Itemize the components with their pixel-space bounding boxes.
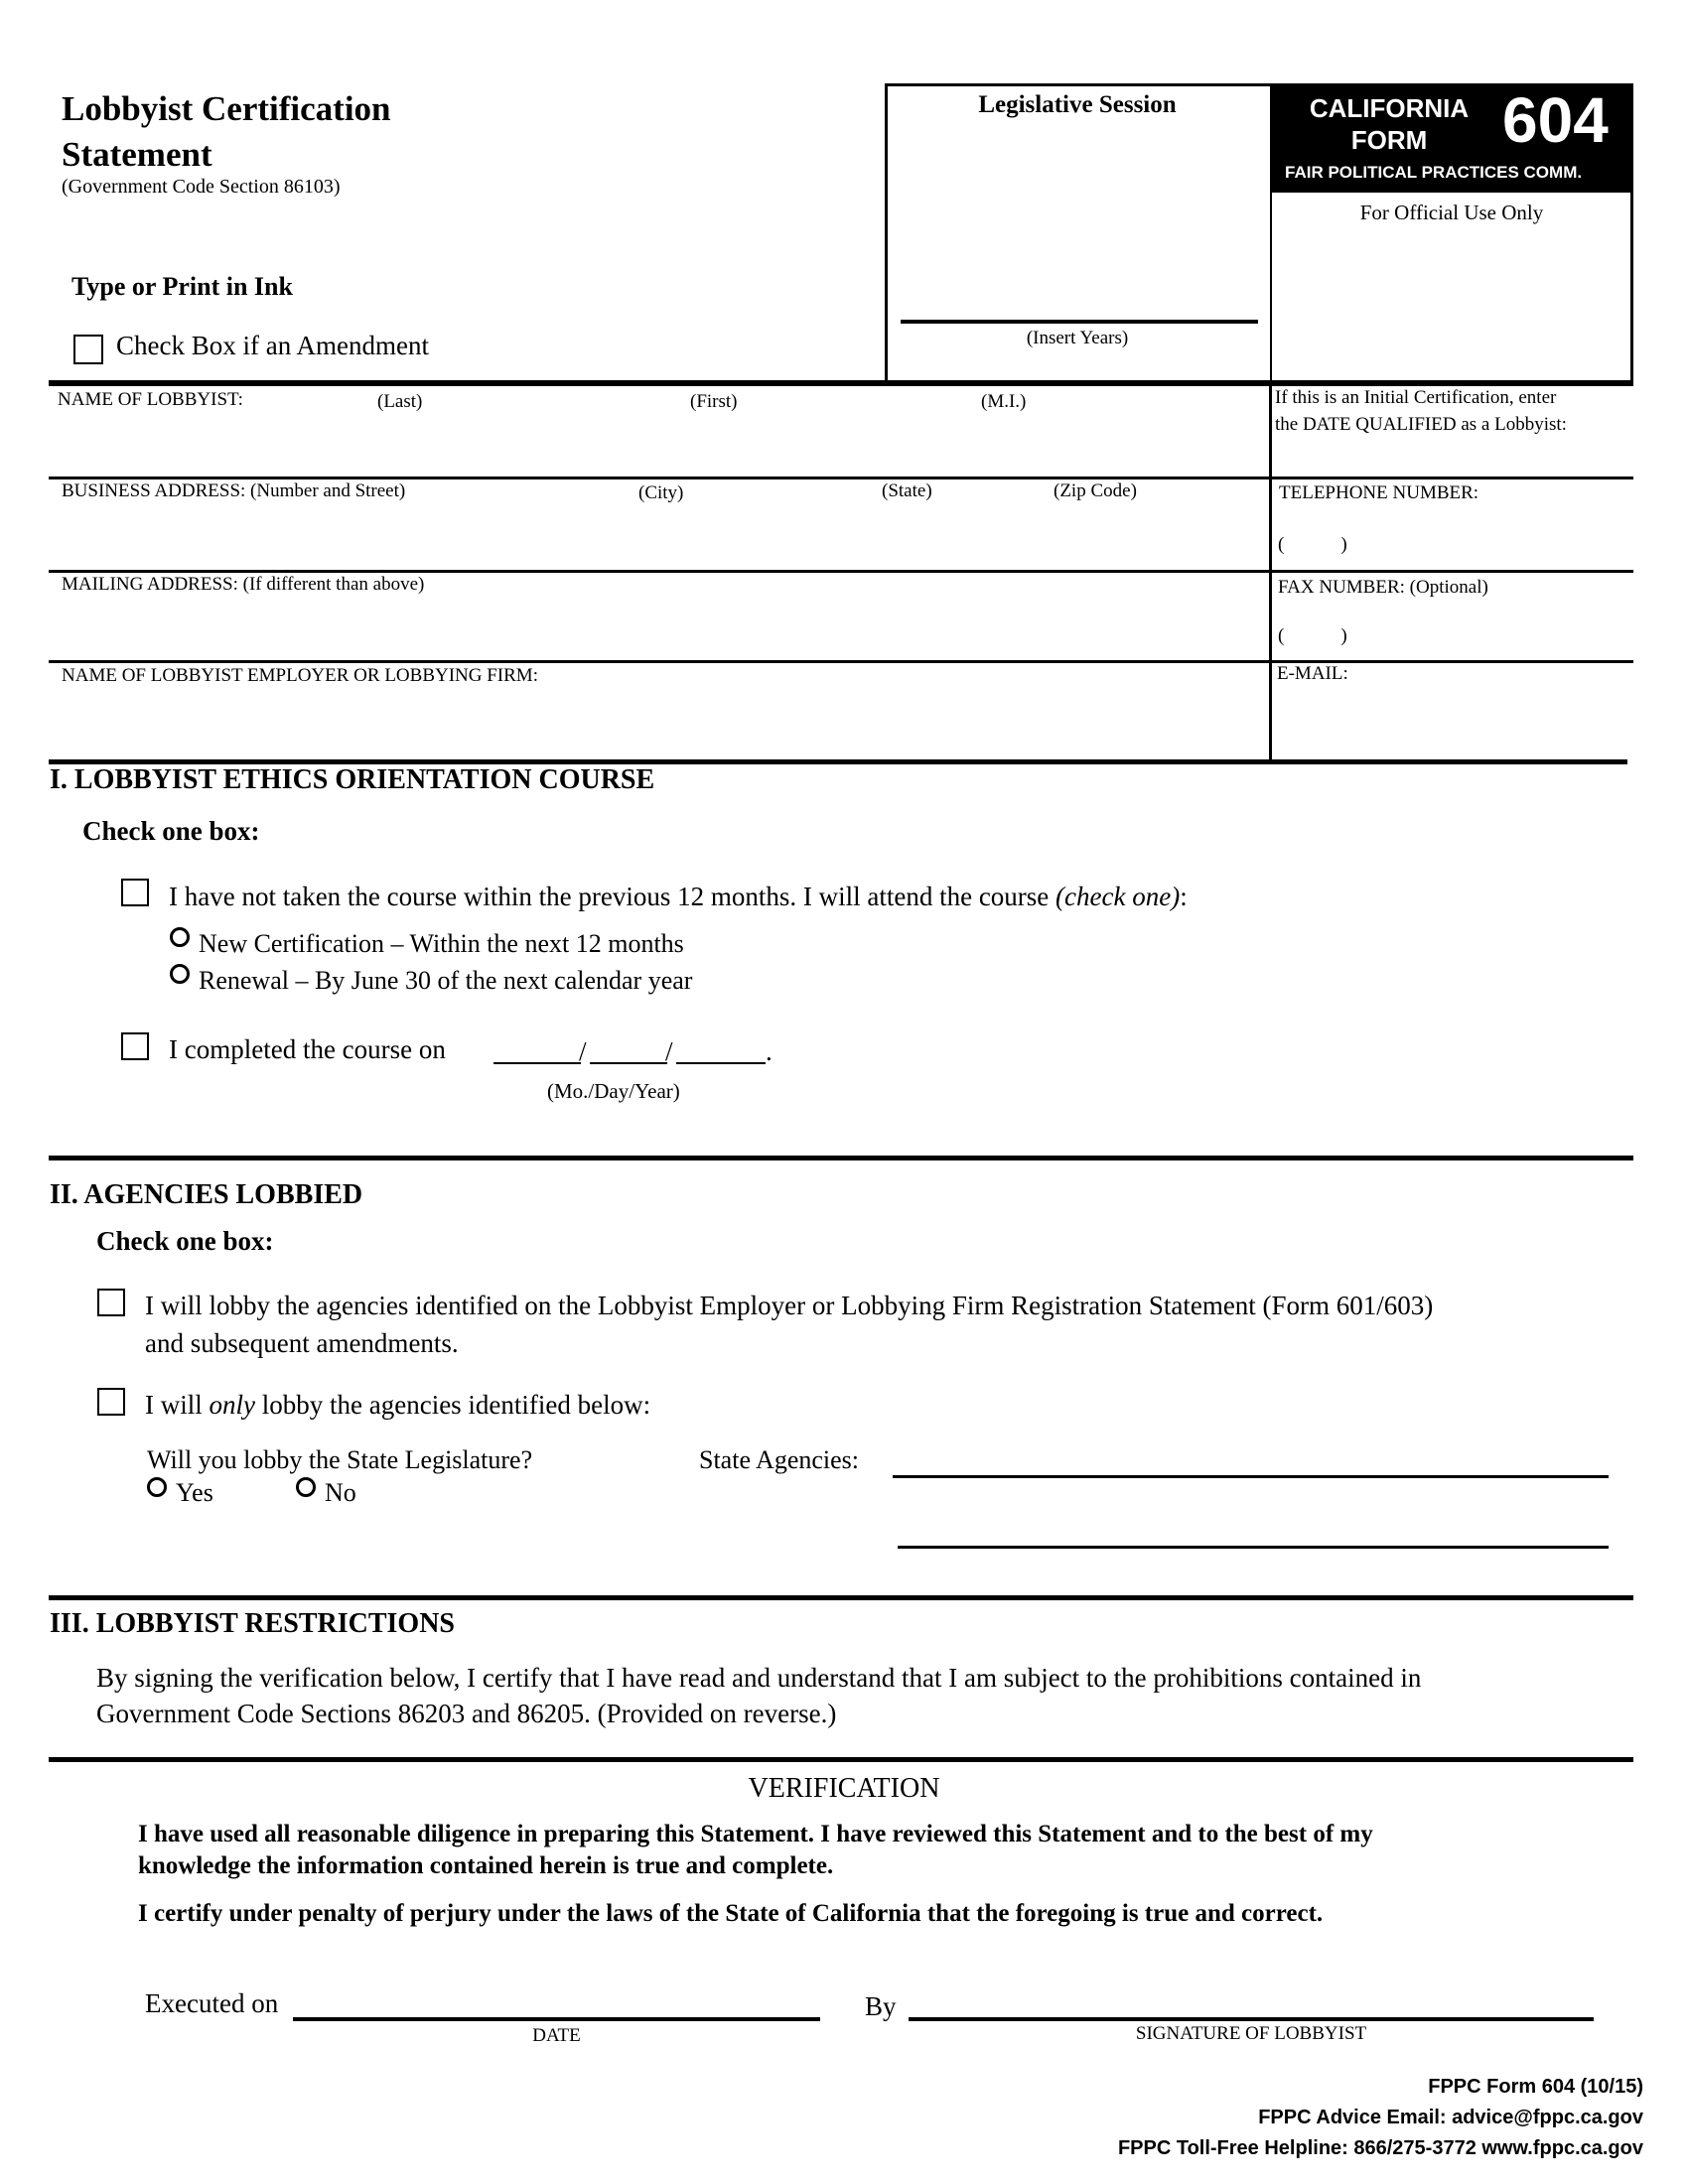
lobby-registered-agencies-label-2: and subsequent amendments. — [145, 1328, 459, 1358]
check-one-hint: (check one) — [1055, 882, 1181, 911]
badge-form: FORM — [1350, 125, 1428, 155]
section-2-heading: II. AGENCIES LOBBIED — [50, 1179, 363, 1210]
not-taken-checkbox[interactable] — [121, 879, 149, 906]
verification-para-1b: knowledge the information contained herein is true and complete. — [138, 1852, 834, 1879]
form-page: Lobbyist Certification Statement (Government Code Section 86103) Type or Print in Ink Check Box if an Amendment Legislative Session (Insert Years) CALIFORNIA FORM 604 FAIR POLITICAL PRACTICES COMM. For Official Use Only NAME OF LOBBYIST: (Last) (First) (M.I.) If this is an Initial Certification, enter the DATE QUALIFIED as a Lobbyist: BUSINESS ADDRESS: (Number and Street) (City) (State) (Zip Code) TELEPHONE NUMBER: ( ) MAILING ADDRESS: (If different than above) FAX NUMBER: (Optional) ( ) NAME OF LOBBYIST EMPLOYER OR LOBBYING FIRM: E-MAIL: I. LOBBYIST ETHICS ORIENTATION COURSE Check one box: I have not taken the course within the previous 12 months. I will attend the course (check one): New Certification – Within the next 12 months Renewal – By June 30 of the next calendar year I completed the course on / / . (Mo./Day/Year) II. AGENCIES LOBBIED Check one box: I will lobby the agencies identified on the Lobbyist Employer or Lobbying Firm Registration Statement (Form 601/603) and subsequent amendments. I will only lobby the agencies identified below: Will you lobby the State Legislature? Yes No State Agencies: III. LOBBYIST RESTRICTIONS By signing the verification below, I certify that I have read and understand that I am subject to the prohibitions contained in Government Code Sections 86203 and 86205. (Provided on reverse.) VERIFICATION I have used all reasonable diligence in preparing this Statement. I have reviewed this Statement and to the best of my knowledge the information contained herein is true and complete. I certify under penalty of perjury under the laws of the State of California that the foregoing is true and correct. Executed on DATE By SIGNATURE OF LOBBYIST FPPC Form 604 (10/15) FPPC Advice Email: advice@fppc.ca.gov FPPC Toll-Free Helpline: 866/275-3772 www.fppc.ca.gov — [0, 0, 1688, 2184]
email-input[interactable] — [1275, 690, 1628, 757]
email-label: E-MAIL: — [1277, 663, 1348, 684]
business-address-input[interactable] — [50, 506, 1266, 568]
only-italic: only — [209, 1390, 255, 1420]
form-title: Lobbyist Certification — [62, 89, 391, 128]
form-version: FPPC Form 604 (10/15) — [1428, 2076, 1643, 2098]
only-post: lobby the agencies identified below: — [261, 1390, 651, 1420]
business-address-label: BUSINESS ADDRESS: (Number and Street) — [62, 480, 406, 501]
execution-date-input[interactable] — [293, 2017, 820, 2021]
executed-on-label: Executed on — [145, 1988, 279, 2018]
helpline[interactable]: FPPC Toll-Free Helpline: 866/275-3772 www.fppc.ca.gov — [1117, 2137, 1643, 2159]
legislature-no-radio[interactable] — [296, 1477, 316, 1497]
restrictions-text-1: By signing the verification below, I certify that I have read and understand that I am subject to the prohibitions contained in — [96, 1663, 1422, 1693]
date-label: DATE — [532, 2025, 581, 2046]
renewal-radio[interactable] — [170, 964, 190, 984]
renewal-label: Renewal – By June 30 of the next calendar year — [199, 966, 693, 995]
mailing-address-input[interactable] — [50, 601, 1266, 658]
date-qualified-input[interactable] — [1275, 439, 1628, 475]
lobby-registered-agencies-label: I will lobby the agencies identified on the Lobbyist Employer or Lobbying Firm Registration Statement (Form 601/603) — [145, 1291, 1434, 1320]
completed-course-checkbox[interactable] — [121, 1032, 149, 1060]
advice-email[interactable]: FPPC Advice Email: advice@fppc.ca.gov — [1258, 2107, 1643, 2128]
badge-california: CALIFORNIA — [1309, 93, 1470, 123]
form-number: 604 — [1502, 84, 1609, 156]
agency-name: FAIR POLITICAL PRACTICES COMM. — [1285, 163, 1583, 182]
verification-heading: VERIFICATION — [748, 1773, 940, 1804]
only-pre: I will — [145, 1390, 203, 1420]
telephone-input[interactable]: ( ) — [1278, 534, 1347, 555]
last-name-label: (Last) — [377, 391, 423, 412]
state-agencies-input-1[interactable] — [893, 1475, 1609, 1478]
new-certification-radio[interactable] — [170, 927, 190, 947]
colon: : — [1180, 882, 1188, 911]
not-taken-label — [169, 882, 1188, 912]
state-agencies-label: State Agencies: — [699, 1445, 860, 1474]
date-format-hint: (Mo./Day/Year) — [547, 1079, 680, 1103]
new-certification-label: New Certification – Within the next 12 months — [199, 929, 684, 958]
signature-input[interactable] — [909, 2017, 1594, 2021]
section-2-check-one: Check one box: — [96, 1226, 274, 1256]
form-title-line2: Statement — [62, 135, 212, 174]
legislature-yes-radio[interactable] — [147, 1477, 167, 1497]
state-label: (State) — [882, 480, 932, 501]
section-1-heading: I. LOBBYIST ETHICS ORIENTATION COURSE — [50, 764, 655, 795]
official-use-label: For Official Use Only — [1359, 201, 1544, 224]
employer-input[interactable] — [50, 690, 1266, 757]
section-1-check-one: Check one box: — [82, 816, 260, 846]
session-years-input[interactable] — [901, 320, 1258, 324]
code-reference: (Government Code Section 86103) — [62, 176, 341, 198]
mi-label: (M.I.) — [981, 391, 1027, 412]
insert-years-label: (Insert Years) — [1026, 328, 1129, 348]
signature-label: SIGNATURE OF LOBBYIST — [1135, 2023, 1367, 2044]
not-taken-text: I have not taken the course within the previous 12 months. I will attend the course — [169, 882, 1050, 911]
amendment-checkbox[interactable] — [73, 335, 103, 364]
telephone-label: TELEPHONE NUMBER: — [1279, 482, 1479, 503]
state-agencies-input-2[interactable] — [898, 1546, 1609, 1549]
mailing-address-label: MAILING ADDRESS: (If different than above) — [62, 574, 425, 595]
lobbyist-name-input[interactable] — [50, 412, 1266, 475]
section-3-heading: III. LOBBYIST RESTRICTIONS — [50, 1608, 455, 1639]
course-day-input[interactable] — [590, 1062, 667, 1064]
lobby-registered-agencies-checkbox[interactable] — [97, 1289, 125, 1316]
fax-input[interactable]: ( ) — [1278, 625, 1347, 646]
employer-label: NAME OF LOBBYIST EMPLOYER OR LOBBYING FIRM: — [62, 665, 538, 686]
zip-label: (Zip Code) — [1054, 480, 1137, 501]
city-label: (City) — [638, 482, 684, 503]
lobby-only-below-label — [145, 1390, 650, 1421]
type-or-print-note: Type or Print in Ink — [71, 272, 293, 301]
yes-label: Yes — [176, 1478, 213, 1507]
legislature-question: Will you lobby the State Legislature? — [147, 1445, 533, 1474]
fax-label: FAX NUMBER: (Optional) — [1278, 577, 1488, 598]
first-name-label: (First) — [690, 391, 738, 412]
form-badge — [1270, 83, 1633, 193]
name-label: NAME OF LOBBYIST: — [58, 389, 243, 410]
amendment-label: Check Box if an Amendment — [116, 331, 429, 360]
by-label: By — [865, 1991, 897, 2021]
course-month-input[interactable] — [493, 1062, 581, 1064]
lobby-only-below-checkbox[interactable] — [97, 1388, 125, 1416]
initial-cert-label-2: the DATE QUALIFIED as a Lobbyist: — [1275, 414, 1567, 435]
course-year-input[interactable] — [676, 1062, 766, 1064]
verification-para-2: I certify under penalty of perjury under the laws of the State of California that the foregoing is true and correct. — [138, 1900, 1324, 1927]
completed-course-label: I completed the course on — [169, 1034, 446, 1064]
no-label: No — [325, 1478, 356, 1507]
restrictions-text-2: Government Code Sections 86203 and 86205. (Provided on reverse.) — [96, 1699, 837, 1728]
verification-para-1: I have used all reasonable diligence in preparing this Statement. I have reviewed this Statement and to the best of my — [138, 1821, 1373, 1847]
initial-cert-label-1: If this is an Initial Certification, enter — [1275, 387, 1557, 408]
legislative-session-label: Legislative Session — [978, 91, 1177, 118]
